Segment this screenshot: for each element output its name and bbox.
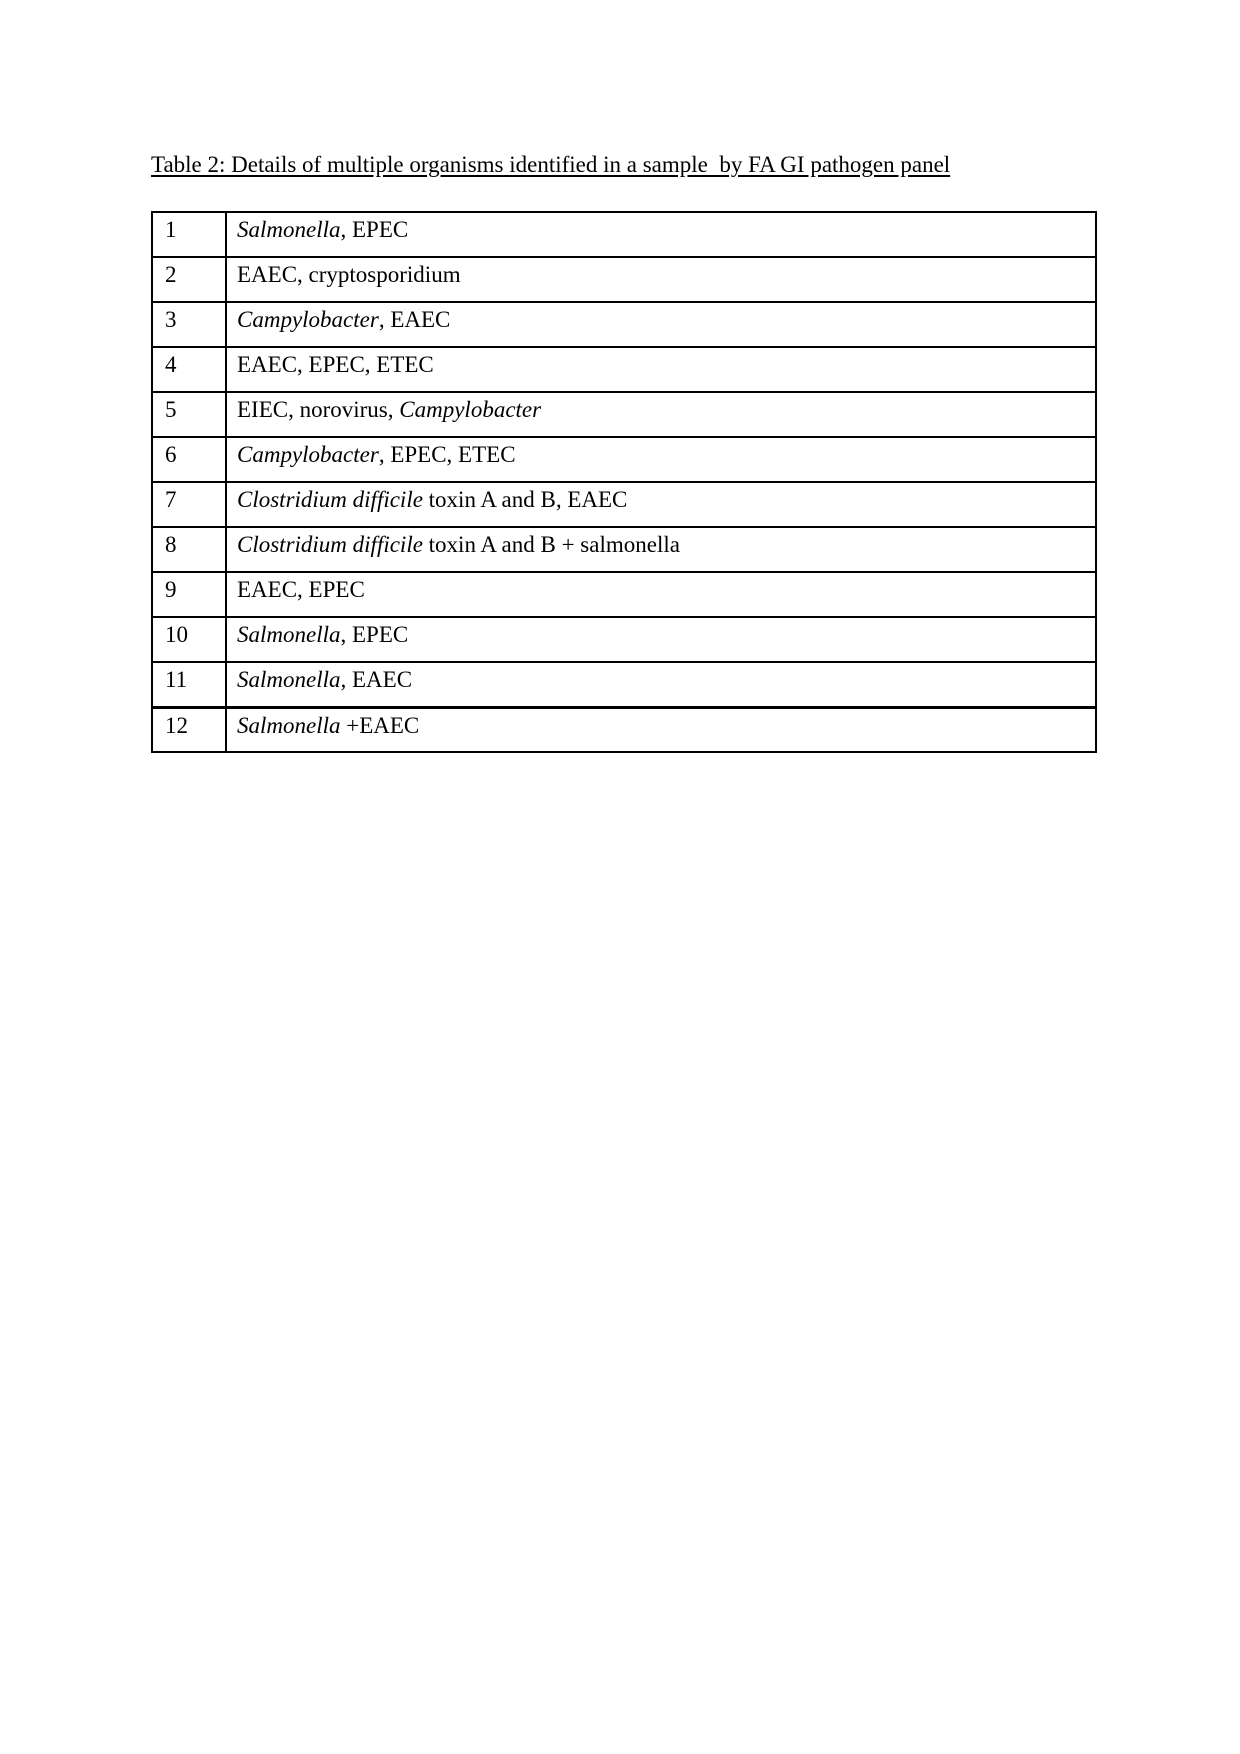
organism-text-segment: , EPEC: [340, 217, 409, 242]
organisms-text: [237, 438, 1095, 466]
organism-name-italic: Salmonella: [237, 217, 341, 242]
row-number: 6: [165, 442, 177, 467]
organism-text-segment: EAEC, cryptosporidium: [237, 262, 461, 287]
table-row: [152, 527, 1096, 572]
organism-name-italic: Campylobacter: [237, 442, 379, 467]
organisms-text: [237, 573, 1095, 601]
organisms-text: [237, 393, 1095, 421]
organisms-cell: [226, 527, 1096, 572]
organism-text-segment: EAEC: [346, 667, 413, 692]
table-caption: Table 2: Details of multiple organisms identified in a sample by FA GI pathogen panel: [151, 152, 951, 177]
organisms-text: [237, 483, 1095, 511]
organisms-cell: [226, 482, 1096, 527]
row-number: 12: [165, 712, 188, 738]
organisms-text: [237, 348, 1095, 376]
organisms-text: [237, 709, 1095, 737]
row-number-cell: [152, 662, 226, 707]
organisms-text: [237, 528, 1095, 556]
row-number-cell: [152, 437, 226, 482]
table-row: [152, 482, 1096, 527]
row-number: 9: [165, 577, 177, 602]
row-number: 4: [165, 352, 177, 377]
row-number-cell: [152, 302, 226, 347]
row-number: 7: [165, 487, 177, 512]
organisms-text: [237, 258, 1095, 286]
row-number-cell: [152, 707, 226, 752]
organism-text-segment: EAEC, EPEC: [237, 577, 365, 602]
row-number-cell: [152, 392, 226, 437]
organisms-cell: [226, 707, 1096, 752]
organism-text-segment: +EAEC: [340, 712, 420, 738]
organism-name-italic: Clostridium difficile: [237, 532, 423, 557]
organisms-text: [237, 303, 1095, 331]
organism-name-italic: Salmonella,: [237, 667, 347, 692]
organism-text-segment: , EAEC: [378, 307, 451, 332]
organisms-cell: [226, 572, 1096, 617]
row-number: 10: [165, 622, 188, 647]
table-row: [152, 617, 1096, 662]
organisms-table: [151, 211, 1097, 753]
organisms-cell: [226, 617, 1096, 662]
row-number-cell: [152, 347, 226, 392]
row-number-cell: [152, 482, 226, 527]
organisms-cell: [226, 212, 1096, 257]
organism-text-segment: toxin A and B, EAEC: [422, 487, 628, 512]
organism-name-italic: Campylobacter: [399, 397, 542, 422]
table-row: [152, 572, 1096, 617]
organisms-cell: [226, 437, 1096, 482]
row-number-cell: [152, 257, 226, 302]
row-number: 1: [165, 217, 177, 242]
organisms-cell: [226, 662, 1096, 707]
organism-name-italic: Salmonella: [237, 622, 341, 647]
organism-text-segment: , EPEC: [340, 622, 409, 647]
organism-text-segment: EAEC, EPEC, ETEC: [237, 352, 434, 377]
row-number-cell: [152, 617, 226, 662]
organisms-cell: [226, 257, 1096, 302]
organism-name-italic: Salmonella: [237, 712, 341, 738]
table-row: [152, 392, 1096, 437]
row-number: 8: [165, 532, 177, 557]
organisms-cell: [226, 392, 1096, 437]
row-number-cell: [152, 572, 226, 617]
table-row: [152, 707, 1096, 752]
organisms-cell: [226, 347, 1096, 392]
table-row: [152, 437, 1096, 482]
organisms-text: [237, 663, 1095, 691]
row-number: 5: [165, 397, 177, 422]
row-number: 11: [165, 667, 188, 692]
organism-name-italic: Clostridium difficile: [237, 487, 423, 512]
table-row: [152, 662, 1096, 707]
organisms-cell: [226, 302, 1096, 347]
table-body: [152, 212, 1096, 752]
table-row: [152, 347, 1096, 392]
organism-text-segment: EIEC, norovirus,: [237, 397, 400, 422]
organism-text-segment: , EPEC, ETEC: [378, 442, 516, 467]
organism-name-italic: Campylobacter: [237, 307, 379, 332]
organism-text-segment: toxin A and B + salmonella: [422, 532, 680, 557]
row-number: 2: [165, 262, 177, 287]
row-number: 3: [165, 307, 177, 332]
organisms-text: [237, 618, 1095, 646]
table-row: [152, 212, 1096, 257]
row-number-cell: [152, 212, 226, 257]
row-number-cell: [152, 527, 226, 572]
organisms-text: [237, 213, 1095, 241]
table-row: [152, 257, 1096, 302]
table-row: [152, 302, 1096, 347]
